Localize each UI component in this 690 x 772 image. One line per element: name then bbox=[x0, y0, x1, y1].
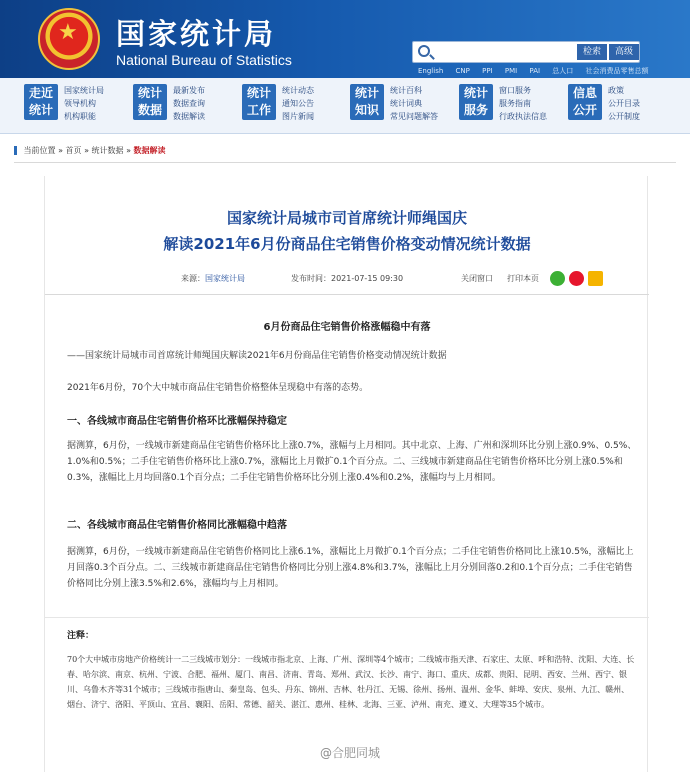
toplink[interactable]: 社会消费品零售总额 bbox=[585, 67, 649, 75]
search-input[interactable] bbox=[435, 44, 573, 60]
advanced-search-button[interactable]: 高级 bbox=[609, 44, 639, 60]
nav-link[interactable]: 政策 bbox=[608, 86, 624, 95]
article-byline: ——国家统计局城市司首席统计师绳国庆解读2021年6月份商品住宅销售价格变动情况统计数据 bbox=[67, 351, 447, 361]
source-link[interactable]: 国家统计局 bbox=[205, 274, 245, 283]
publish-time: 2021-07-15 09:30 bbox=[331, 274, 404, 283]
section1-heading: 一、各线城市商品住宅销售价格环比涨幅保持稳定 bbox=[67, 416, 287, 427]
nav-link[interactable]: 通知公告 bbox=[282, 99, 314, 108]
close-window-link[interactable]: 关闭窗口 bbox=[461, 274, 493, 283]
search-button[interactable]: 检索 bbox=[577, 44, 607, 60]
search-box bbox=[412, 41, 640, 63]
toplink[interactable]: 总人口 bbox=[552, 67, 574, 75]
toplink[interactable]: PAI bbox=[529, 67, 541, 75]
nav-link[interactable]: 国家统计局 bbox=[64, 86, 104, 95]
note-label: 注释： bbox=[67, 631, 95, 641]
toplink[interactable]: PPI bbox=[482, 67, 493, 75]
section1-body: 据测算，6月份，一线城市新建商品住宅销售价格环比上涨0.7%，涨幅与上月相同。其中北京、上海、广州和深圳环比分别上涨0.9%、0.5%、1.0%和0.5%；二手住宅销售价格环比上涨0.7%，涨幅比上月微扩0.1个百分点。二、三线城市新建商品住宅销售价格环比分别上涨0.5%和0.3%，涨幅比上月均回落0.1个百分点；二手住宅销售价格环比分别上涨0.4%和0.2%，涨幅均与上月相同。 bbox=[67, 441, 637, 483]
nav-link[interactable]: 常见问题解答 bbox=[390, 112, 438, 121]
nav-link[interactable]: 数据查询 bbox=[173, 99, 205, 108]
toplink[interactable]: CNP bbox=[455, 67, 470, 75]
article bbox=[44, 176, 648, 772]
print-page-link[interactable]: 打印本页 bbox=[507, 274, 539, 283]
site-title-english: National Bureau of Statistics bbox=[116, 52, 292, 68]
toplink[interactable]: English bbox=[418, 67, 444, 75]
source-label: 来源： bbox=[181, 274, 205, 283]
breadcrumb-label: 当前位置 bbox=[23, 146, 56, 155]
site-header bbox=[0, 0, 690, 78]
nav-link[interactable]: 最新发布 bbox=[173, 86, 205, 95]
toplink[interactable]: PMI bbox=[504, 67, 518, 75]
nav-badge[interactable]: 走近统计 bbox=[24, 84, 58, 120]
nav-link[interactable]: 窗口服务 bbox=[499, 86, 531, 95]
nav-link[interactable]: 领导机构 bbox=[64, 99, 96, 108]
watermark: @合肥同城 bbox=[320, 746, 381, 760]
wechat-share-icon[interactable] bbox=[550, 271, 565, 286]
nav-link[interactable]: 统计词典 bbox=[390, 99, 422, 108]
nav-link[interactable]: 统计动态 bbox=[282, 86, 314, 95]
section2-heading: 二、各线城市商品住宅销售价格同比涨幅稳中趋落 bbox=[67, 520, 287, 531]
main-nav bbox=[0, 78, 690, 134]
divider bbox=[45, 294, 649, 295]
nav-badge[interactable]: 统计数据 bbox=[133, 84, 167, 120]
nav-link[interactable]: 公开目录 bbox=[608, 99, 640, 108]
top-links bbox=[418, 66, 659, 76]
nav-badge[interactable]: 信息公开 bbox=[568, 84, 602, 120]
nav-link[interactable]: 数据解读 bbox=[173, 112, 205, 121]
search-icon bbox=[418, 45, 430, 57]
article-title-line1: 国家统计局城市司首席统计师绳国庆 bbox=[226, 209, 467, 227]
nav-badge[interactable]: 统计服务 bbox=[459, 84, 493, 120]
qzone-share-icon[interactable] bbox=[588, 271, 603, 286]
nav-badge[interactable]: 统计知识 bbox=[350, 84, 384, 120]
weibo-share-icon[interactable] bbox=[569, 271, 584, 286]
note-body: 70个大中城市房地产价格统计一二三线城市划分：一线城市指北京、上海、广州、深圳等4个城市；二线城市指天津、石家庄、太原、呼和浩特、沈阳、大连、长春、哈尔滨、南京、杭州、宁波、合肥、福州、厦门、南昌、济南、青岛、郑州、武汉、长沙、南宁、海口、重庆、成都、贵阳、昆明、西安、兰州、西宁、银川、乌鲁木齐等31个城市；三线城市指唐山、秦皇岛、包头、丹东、锦州、吉林、牡丹江、无锡、徐州、扬州、温州、金华、蚌埠、安庆、泉州、九江、赣州、烟台、济宁、洛阳、平顶山、宜昌、襄阳、岳阳、常德、韶关、湛江、惠州、桂林、北海、三亚、泸州、南充、遵义、大理等35个城市。 bbox=[67, 655, 635, 709]
article-intro: 2021年6月份，70个大中城市商品住宅销售价格整体呈现稳中有落的态势。 bbox=[67, 383, 369, 393]
breadcrumb-marker bbox=[14, 146, 17, 155]
time-label: 发布时间： bbox=[291, 274, 331, 283]
breadcrumb-home[interactable]: 首页 bbox=[65, 146, 82, 155]
nav-link[interactable]: 机构职能 bbox=[64, 112, 96, 121]
nav-link[interactable]: 行政执法信息 bbox=[499, 112, 547, 121]
article-subtitle: 6月份商品住宅销售价格涨幅稳中有落 bbox=[263, 322, 431, 333]
breadcrumb-current[interactable]: 数据解读 bbox=[133, 146, 166, 155]
nav-link[interactable]: 图片新闻 bbox=[282, 112, 314, 121]
breadcrumb-data[interactable]: 统计数据 bbox=[91, 146, 124, 155]
nav-link[interactable]: 公开制度 bbox=[608, 112, 640, 121]
article-title-line2: 解读2021年6月份商品住宅销售价格变动情况统计数据 bbox=[163, 235, 531, 253]
section2-body: 据测算，6月份，一线城市新建商品住宅销售价格同比上涨6.1%，涨幅比上月微扩0.1个百分点；二手住宅销售价格同比上涨10.5%，涨幅比上月回落0.3个百分点。二、三线城市新建商品住宅销售价格同比分别上涨4.8%和3.7%，涨幅比上月分别回落0.2和0.1个百分点；二手住宅销售价格同比分别上涨3.5%和2.6%，涨幅均与上月相同。 bbox=[67, 547, 634, 589]
nav-link[interactable]: 统计百科 bbox=[390, 86, 422, 95]
site-title[interactable]: 国家统计局 bbox=[116, 17, 277, 51]
breadcrumb: 当前位置 » 首页 » 统计数据 » 数据解读 bbox=[14, 145, 676, 163]
nav-link[interactable]: 服务指南 bbox=[499, 99, 531, 108]
national-emblem-icon: ★ bbox=[38, 8, 100, 70]
nav-badge[interactable]: 统计工作 bbox=[242, 84, 276, 120]
